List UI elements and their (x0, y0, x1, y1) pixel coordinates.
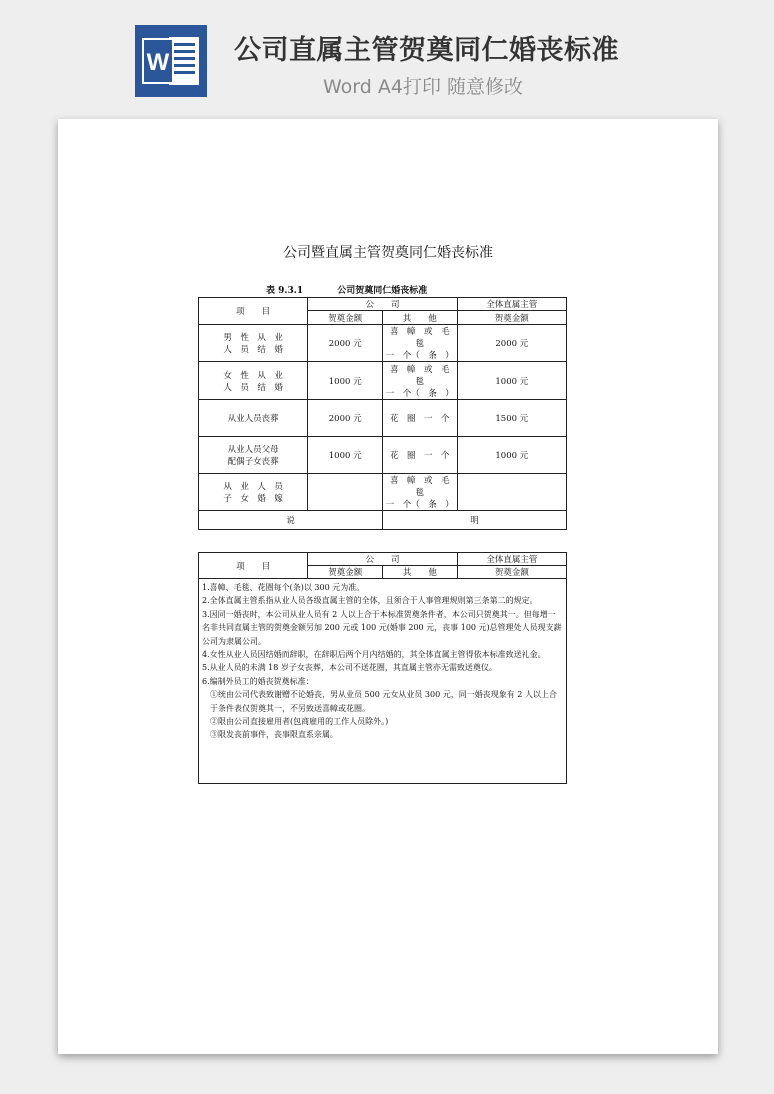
row-other: 喜 幛 或 毛 毯 一 个（ 条 ） (382, 362, 457, 400)
word-document-icon (135, 25, 207, 97)
row-other: 花 圈 一 个 (382, 400, 457, 437)
th-amount: 贺奠金额 (308, 311, 383, 325)
row-direct (457, 474, 566, 511)
caption-title: 公司贺奠同仁婚丧标准 (337, 286, 428, 296)
header-subtitle: Word A4打印 随意修改 (323, 76, 524, 98)
document-title: 公司暨直属主管贺奠同仁婚丧标准 (283, 245, 493, 261)
table-caption (266, 283, 427, 296)
row-item: 女 性 从 业 人 员 结 婚 (199, 362, 308, 400)
notes-box (198, 578, 567, 784)
th-amount: 贺奠金额 (308, 566, 383, 579)
th-direct-amount: 贺奠金额 (457, 566, 566, 579)
th-direct: 全体直属主管 (457, 553, 566, 566)
th-other: 其 他 (382, 566, 457, 579)
row-other: 花 圈 一 个 (382, 437, 457, 474)
table-row (199, 362, 567, 400)
row-direct: 1500 元 (457, 400, 566, 437)
row-item: 从业人员父母 配偶子女丧葬 (199, 437, 308, 474)
th-company: 公 司 (308, 298, 457, 311)
row-amount: 2000 元 (308, 400, 383, 437)
note-item: 4.女性从业人员因结婚而辞职，在辞职后两个月内结婚的，其全体直属主管得依本标准致送礼金。 (202, 650, 546, 660)
table-row (199, 474, 567, 511)
standards-table (198, 297, 567, 530)
th-other: 其 他 (382, 311, 457, 325)
th-company: 公 司 (308, 553, 457, 566)
footer-right: 明 (382, 511, 566, 530)
note-item: 5.从业人员的未满 18 岁子女丧葬，本公司不送花圈，其直属主管亦无需致送奠仪。 (202, 663, 497, 673)
header-title: 公司直属主管贺奠同仁婚丧标准 (234, 35, 619, 66)
note-item: 3.因同一婚丧时，本公司从业人员有 2 人以上合于本标准贺奠条件者，本公司只贺奠其一。但每增一名非共同直属主管的贺奠金额另加 200 元或 100 元(婚事 200 元，丧事 100 元)总管理处人员现支薪公司为隶属公司。 (202, 609, 562, 646)
note-item: 6.编制外员工的婚丧贺奠标准： (202, 676, 314, 686)
note-item: 1.喜幛、毛毯、花圈每个(条)以 300 元为准。 (202, 583, 365, 592)
th-direct: 全体直属主管 (457, 298, 566, 311)
note-item: ①统由公司代表致谢赠不论婚丧，男从业员 500 元女从业员 300 元，同一婚丧现象有 2 人以上合于条件表仅贺奠其一，不另致送喜幛或花圈。 (210, 690, 557, 713)
caption-number: 表 9.3.1 (266, 286, 304, 296)
row-direct: 2000 元 (457, 325, 566, 362)
row-item: 从业人员丧葬 (199, 400, 308, 437)
header-banner (0, 0, 774, 110)
th-direct-amount: 贺奠金额 (457, 311, 566, 325)
table-row (199, 437, 567, 474)
footer-left: 说 (199, 511, 383, 530)
note-item: ③限发丧前事件，丧事限直系亲属。 (210, 730, 338, 740)
th-item: 项 目 (199, 553, 308, 579)
note-item: ②限由公司直接雇用者(包商雇用的工作人员除外。) (210, 717, 389, 727)
row-amount (308, 474, 383, 511)
table-footer-row (199, 511, 567, 530)
row-item: 男 性 从 业 人 员 结 婚 (199, 325, 308, 362)
row-other: 喜 幛 或 毛 毯 一 个（ 条 ） (382, 325, 457, 362)
row-amount: 2000 元 (308, 325, 383, 362)
table-row (199, 325, 567, 362)
table-row (199, 400, 567, 437)
row-item: 从 业 人 员 子 女 婚 嫁 (199, 474, 308, 511)
row-other: 喜 幛 或 毛 毯 一 个（ 条 ） (382, 474, 457, 511)
row-direct: 1000 元 (457, 437, 566, 474)
word-icon-letter: W (146, 49, 170, 76)
document-page (58, 119, 718, 1054)
row-direct: 1000 元 (457, 362, 566, 400)
th-item: 项 目 (199, 298, 308, 325)
row-amount: 1000 元 (308, 362, 383, 400)
notes-table-header (198, 552, 567, 579)
row-amount: 1000 元 (308, 437, 383, 474)
note-item: 2.全体直属主管系指从业人员各级直属主管的全体，且须合于人事管理规则第三条第二的规定。 (202, 596, 538, 606)
